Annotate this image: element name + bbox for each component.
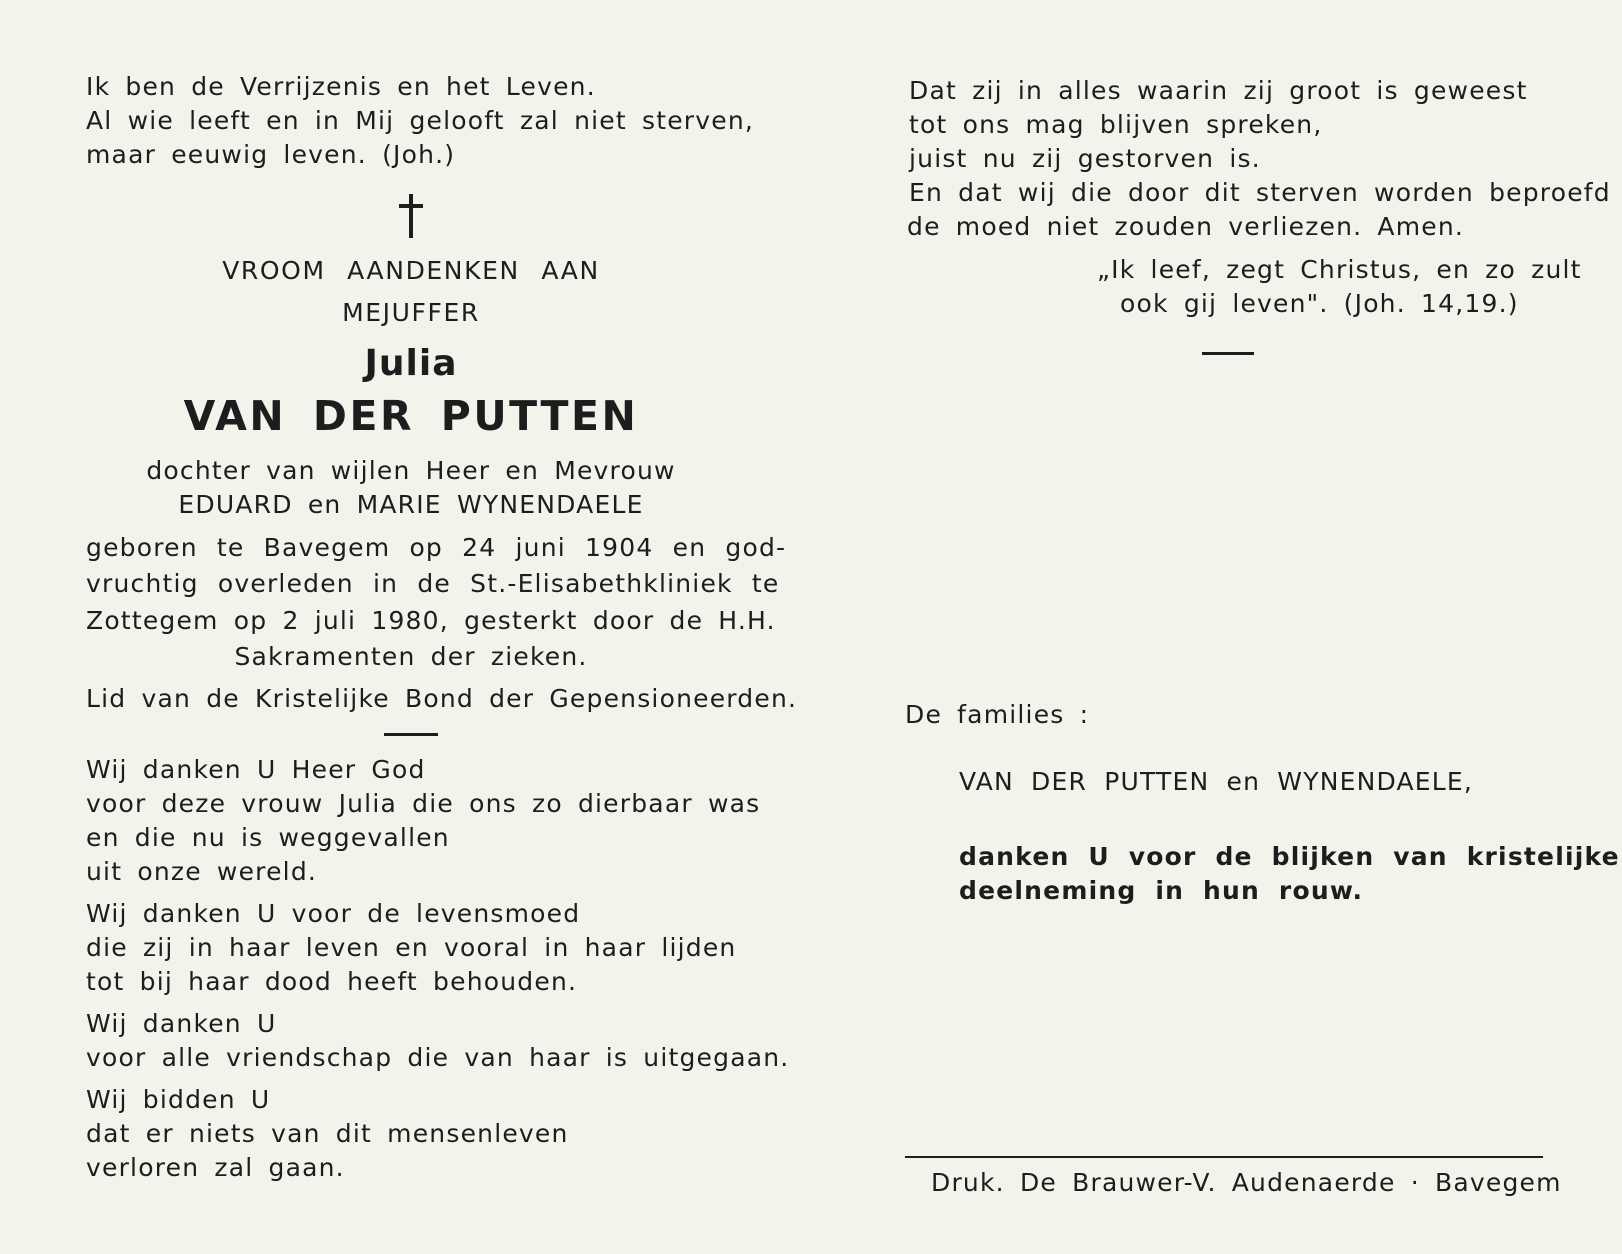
prayer-line: Wij bidden U <box>86 1085 271 1114</box>
prayer-line: Wij danken U <box>86 1009 277 1038</box>
footer-rule <box>905 1156 1543 1158</box>
prayer-line: verloren zal gaan. <box>86 1153 345 1182</box>
divider <box>384 733 438 736</box>
prayer-line: tot ons mag blijven spreken, <box>909 110 1323 139</box>
prayer-line: tot bij haar dood heeft behouden. <box>86 967 578 996</box>
prayer-line: die zij in haar leven en vooral in haar lijden <box>86 933 737 962</box>
quote-line: „Ik leef, zegt Christus, en zo zult <box>1097 255 1582 284</box>
surname: VAN DER PUTTEN <box>183 392 639 440</box>
prayer-line: juist nu zij gestorven is. <box>909 144 1261 173</box>
opening-verse-line: Al wie leeft en in Mij gelooft zal niet sterven, <box>86 106 755 135</box>
membership: Lid van de Kristelijke Bond der Gepensioneerden. <box>86 684 798 713</box>
prayer-line: Wij danken U voor de levensmoed <box>86 899 581 928</box>
families-names: VAN DER PUTTEN en WYNENDAELE, <box>959 767 1474 796</box>
divider <box>1202 352 1254 355</box>
parents-intro: dochter van wijlen Heer en Mevrouw <box>146 456 676 485</box>
prayer-line: En dat wij die door dit sterven worden beproefd <box>909 178 1611 207</box>
thanks-line: deelneming in hun rouw. <box>959 876 1364 905</box>
first-name: Julia <box>364 343 458 384</box>
prayer-line: uit onze wereld. <box>86 857 318 886</box>
title-prefix: MEJUFFER <box>342 298 480 327</box>
prayer-line: Wij danken U Heer God <box>86 755 426 784</box>
biography-line: vruchtig overleden in de St.-Elisabethkliniek te <box>86 569 780 598</box>
memorial-heading: VROOM AANDENKEN AAN <box>222 256 600 285</box>
prayer-line: en die nu is weggevallen <box>86 823 450 852</box>
biography-line: Zottegem op 2 juli 1980, gesterkt door de H.H. <box>86 606 776 635</box>
thanks-line: danken U voor de blijken van kristelijke <box>959 842 1620 871</box>
quote-line: ook gij leven". (Joh. 14,19.) <box>1120 289 1519 318</box>
biography-line: Sakramenten der zieken. <box>234 642 588 671</box>
prayer-line: dat er niets van dit mensenleven <box>86 1119 569 1148</box>
prayer-line: voor alle vriendschap die van haar is uitgegaan. <box>86 1043 790 1072</box>
families-label: De families : <box>905 700 1090 729</box>
prayer-line: voor deze vrouw Julia die ons zo dierbaar was <box>86 789 761 818</box>
prayer-line: Dat zij in alles waarin zij groot is geweest <box>909 76 1528 105</box>
opening-verse-line: maar eeuwig leven. (Joh.) <box>86 140 456 169</box>
biography-line: geboren te Bavegem op 24 juni 1904 en god- <box>86 533 787 562</box>
prayer-line: de moed niet zouden verliezen. Amen. <box>907 212 1465 241</box>
opening-verse-line: Ik ben de Verrijzenis en het Leven. <box>86 72 596 101</box>
printer-credit: Druk. De Brauwer-V. Audenaerde · Bavegem <box>931 1168 1562 1197</box>
latin-cross-icon <box>397 192 425 240</box>
parents-names: EDUARD en MARIE WYNENDAELE <box>178 490 644 519</box>
